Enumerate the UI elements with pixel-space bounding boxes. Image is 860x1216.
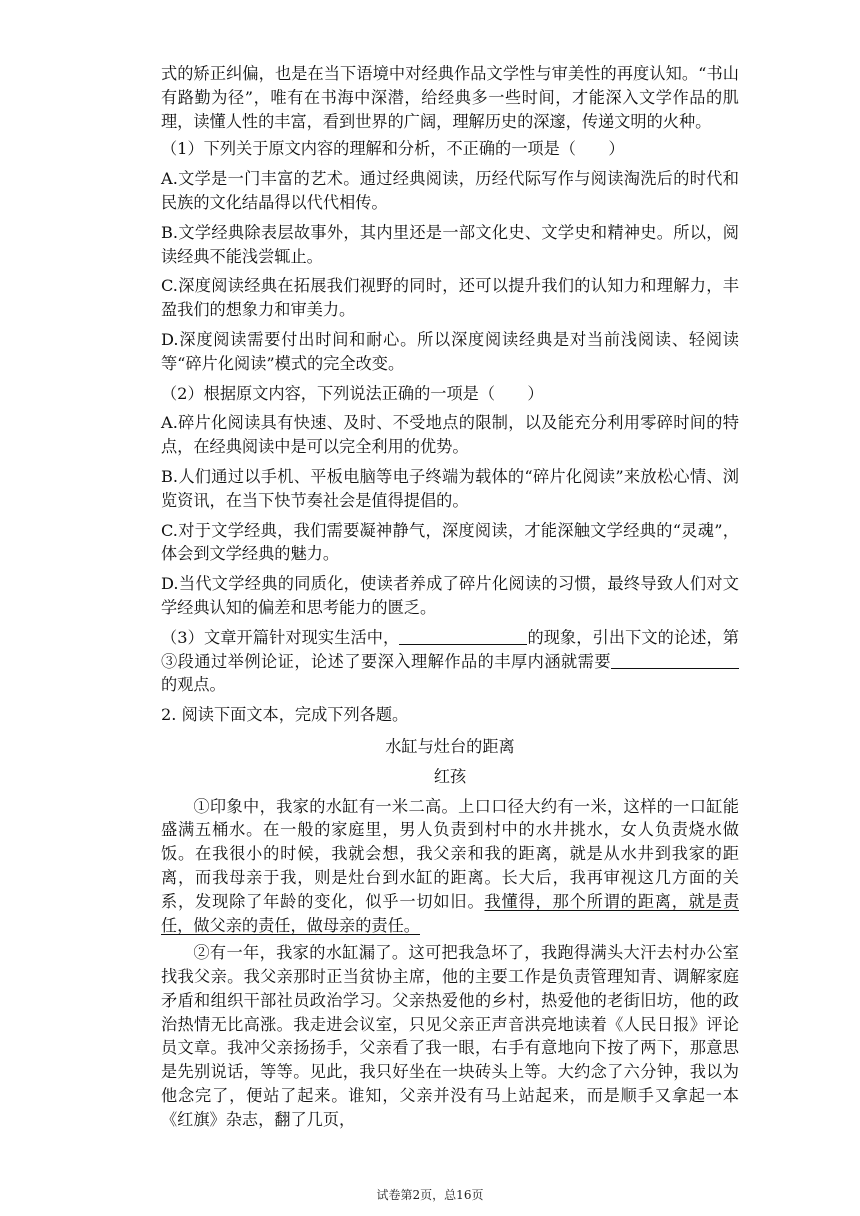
question-1-option-a: A.文学是一门丰富的艺术。通过经典阅读，历经代际写作与阅读淘洗后的时代和民族的文化结晶得以代代相传。 <box>161 169 739 212</box>
page-footer: 试卷第2页，总16页 <box>376 1188 484 1202</box>
section-2-heading: 2. 阅读下面文本，完成下列各题。 <box>161 705 409 725</box>
question-3-text-part1: （3）文章开篇针对现实生活中， <box>161 627 400 647</box>
question-2-option-b: B.人们通过以手机、平板电脑等电子终端为载体的“碎片化阅读”来放松心情、浏览资讯，在当下快节奏社会是值得提倡的。 <box>161 466 739 510</box>
question-2-stem: （2）根据原文内容，下列说法正确的一项是（ ） <box>161 383 544 403</box>
question-2-option-a: A.碎片化阅读具有快速、及时、不受地点的限制，以及能充分利用零碎时间的特点，在经典阅读中是可以完全利用的优势。 <box>161 413 739 457</box>
article-author: 红孩 <box>433 766 467 786</box>
question-3-text-part2: 的现象，引出下文的论述，第③段通过举例论证，论述了要深入理解作品的丰厚内涵就需要 <box>161 627 739 671</box>
article-paragraph-2: ②有一年，我家的水缸漏了。这可把我急坏了，我跑得满头大汗去村办公室找我父亲。我父亲那时正当贫协主席，他的主要工作是负责管理知青、调解家庭矛盾和组织干部社员政治学习。父亲热爱他的乡村，热爱他的老街旧坊，他的政治热情无比高涨。我走进会议室，只见父亲正声音洪亮地读着《人民日报》评论员文章。我冲父亲扬扬手，父亲看了我一眼，右手有意地向下按了两下，那意思是先别说话，等等。见此，我只好坐在一块砖头上等。大约念了六分钟，我以为他念完了，便站了起来。谁知，父亲并没有马上站起来，而是顺手又拿起一本《红旗》杂志，翻了几页， <box>161 943 739 1129</box>
passage-tail-paragraph: 式的矫正纠偏，也是在当下语境中对经典作品文学性与审美性的再度认知。“书山有路勤为径”，唯有在书海中深潜，给经典多一些时间，才能深入文学作品的肌理，读懂人性的丰富，看到世界的广阔，理解历史的深邃，传递文明的火种。 <box>161 64 739 131</box>
question-2-option-d: D.当代文学经典的同质化，使读者养成了碎片化阅读的习惯，最终导致人们对文学经典认知的偏差和思考能力的匮乏。 <box>161 574 739 617</box>
answer-blank-2[interactable] <box>611 652 739 669</box>
question-3-text-part3: 的观点。 <box>161 675 226 695</box>
question-1-stem: （1）下列关于原文内容的理解和分析，不正确的一项是（ ） <box>161 139 625 159</box>
article-paragraph-1 <box>161 795 739 938</box>
question-1-option-b: B.文学经典除表层故事外，其内里还是一部文化史、文学史和精神史。所以，阅读经典不能浅尝辄止。 <box>161 222 739 266</box>
page-content <box>161 62 739 1136</box>
paragraph-1-underlined-sentence: 我懂得，那个所谓的距离，就是责任，做父亲的责任，做母亲的责任。 <box>161 891 739 935</box>
question-1-option-d: D.深度阅读需要付出时间和耐心。所以深度阅读经典是对当前浅阅读、轻阅读等“碎片化阅读”模式的完全改变。 <box>161 329 739 373</box>
question-2-option-c: C.对于文学经典，我们需要凝神静气，深度阅读，才能深触文学经典的“灵魂”，体会到文学经典的魅力。 <box>161 520 739 564</box>
paragraph-1-text: ①印象中，我家的水缸有一米二高。上口口径大约有一米，这样的一口缸能盛满五桶水。在一般的家庭里，男人负责到村中的水井挑水，女人负责烧水做饭。在我很小的时候，我就会想，我父亲和我的距离，就是从水井到我家的距离，而我母亲于我，则是灶台到水缸的距离。长大后，我再审视这几方面的关系，发现除了年龄的变化，似乎一切如旧。 <box>161 796 739 911</box>
question-3 <box>161 626 739 697</box>
article-title: 水缸与灶台的距离 <box>385 736 515 756</box>
question-1-option-c: C.深度阅读经典在拓展我们视野的同时，还可以提升我们的认知力和理解力，丰盈我们的想象力和审美力。 <box>161 276 739 320</box>
answer-blank-1[interactable] <box>399 628 527 645</box>
